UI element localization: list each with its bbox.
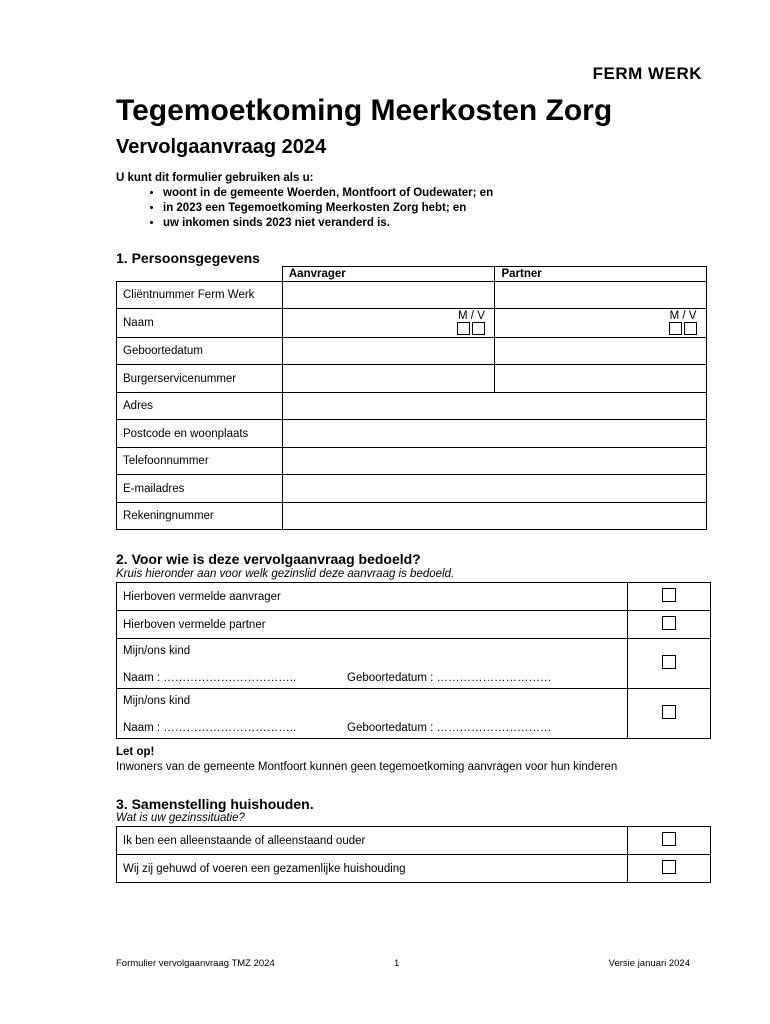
kind-dob-field[interactable]: Geboortedatum : ………………………… bbox=[347, 672, 552, 684]
alleenstaand-checkbox[interactable] bbox=[662, 832, 676, 846]
option-label: Wij zij gehuwd of voeren een gezamenlijke huishouding bbox=[117, 855, 628, 883]
row-label: Telefoonnummer bbox=[117, 448, 283, 475]
gender-v-checkbox[interactable] bbox=[684, 322, 697, 335]
table-corner bbox=[117, 267, 283, 282]
bsn-applicant-field[interactable] bbox=[282, 365, 495, 393]
page-subtitle: Vervolgaanvraag 2024 bbox=[116, 136, 327, 158]
kind-dob-field[interactable]: Geboortedatum : ………………………… bbox=[347, 722, 552, 734]
rekeningnummer-field[interactable] bbox=[282, 503, 706, 530]
option-label: Hierboven vermelde partner bbox=[117, 611, 628, 639]
geboortedatum-applicant-field[interactable] bbox=[282, 338, 495, 365]
page-title: Tegemoetkoming Meerkosten Zorg bbox=[116, 94, 613, 127]
huishouden-table bbox=[116, 826, 711, 883]
kind-label: Mijn/ons kind bbox=[123, 695, 191, 707]
gezinslid-table bbox=[116, 582, 711, 739]
gender-label: M / V bbox=[458, 310, 485, 322]
row-label: Geboortedatum bbox=[117, 338, 283, 365]
clientnummer-applicant-field[interactable] bbox=[282, 282, 495, 309]
gender-m-checkbox[interactable] bbox=[669, 322, 682, 335]
aanvrager-checkbox[interactable] bbox=[662, 588, 676, 602]
naam-partner-field[interactable] bbox=[495, 309, 707, 338]
footer-version: Versie januari 2024 bbox=[608, 958, 690, 969]
persoonsgegevens-table bbox=[116, 266, 707, 530]
row-label: Burgerservicenummer bbox=[117, 365, 283, 393]
partner-checkbox[interactable] bbox=[662, 616, 676, 630]
kind1-checkbox[interactable] bbox=[662, 655, 676, 669]
naam-applicant-field[interactable] bbox=[282, 309, 495, 338]
intro-bullet: • in 2023 een Tegemoetkoming Meerkosten Zorg hebt; en bbox=[163, 201, 676, 216]
section2-subheading: Kruis hieronder aan voor welk gezinslid deze aanvraag is bedoeld. bbox=[116, 568, 455, 580]
intro-bullet: • woont in de gemeente Woerden, Montfoort of Oudewater; en bbox=[163, 186, 676, 201]
kind-cell bbox=[117, 639, 628, 689]
intro-list bbox=[116, 186, 676, 231]
section2-heading: 2. Voor wie is deze vervolgaanvraag bedoeld? bbox=[116, 551, 421, 567]
option-label: Hierboven vermelde aanvrager bbox=[117, 583, 628, 611]
intro bbox=[116, 171, 676, 231]
gender-v-checkbox[interactable] bbox=[472, 322, 485, 335]
telefoon-field[interactable] bbox=[282, 448, 706, 475]
gehuwd-checkbox[interactable] bbox=[662, 860, 676, 874]
geboortedatum-partner-field[interactable] bbox=[495, 338, 707, 365]
letop-text: Inwoners van de gemeente Montfoort kunnen geen tegemoetkoming aanvragen voor hun kinderen bbox=[116, 761, 618, 773]
letop-note bbox=[116, 745, 617, 775]
section1-heading: 1. Persoonsgegevens bbox=[116, 250, 260, 266]
gender-selector bbox=[456, 310, 486, 338]
kind-name-field[interactable]: Naam : …………………………….. bbox=[123, 722, 297, 734]
footer-page-number: 1 bbox=[394, 958, 400, 969]
option-label: Ik ben een alleenstaande of alleenstaand ouder bbox=[117, 827, 628, 855]
col-applicant: Aanvrager bbox=[282, 267, 495, 282]
email-field[interactable] bbox=[282, 475, 706, 503]
row-label: Naam bbox=[117, 309, 283, 338]
postcode-woonplaats-field[interactable] bbox=[282, 420, 706, 448]
kind-cell bbox=[117, 689, 628, 739]
row-label: Rekeningnummer bbox=[117, 503, 283, 530]
row-label: Postcode en woonplaats bbox=[117, 420, 283, 448]
col-partner: Partner bbox=[495, 267, 707, 282]
gender-m-checkbox[interactable] bbox=[457, 322, 470, 335]
brand-logo: FERM WERK bbox=[592, 64, 702, 83]
adres-field[interactable] bbox=[282, 393, 706, 420]
intro-bullet: • uw inkomen sinds 2023 niet veranderd is. bbox=[163, 216, 676, 231]
gender-label: M / V bbox=[669, 310, 697, 322]
clientnummer-partner-field[interactable] bbox=[495, 282, 707, 309]
bsn-partner-field[interactable] bbox=[495, 365, 707, 393]
section3-heading: 3. Samenstelling huishouden. bbox=[116, 796, 314, 812]
kind-label: Mijn/ons kind bbox=[123, 645, 191, 657]
section3-subheading: Wat is uw gezinssituatie? bbox=[116, 812, 245, 824]
letop-title: Let op! bbox=[116, 746, 155, 758]
intro-lead: U kunt dit formulier gebruiken als u: bbox=[116, 172, 314, 184]
row-label: Cliëntnummer Ferm Werk bbox=[117, 282, 283, 309]
row-label: E-mailadres bbox=[117, 475, 283, 503]
kind2-checkbox[interactable] bbox=[662, 705, 676, 719]
kind-name-field[interactable]: Naam : …………………………….. bbox=[123, 672, 297, 684]
footer-form-name: Formulier vervolgaanvraag TMZ 2024 bbox=[116, 958, 275, 969]
row-label: Adres bbox=[117, 393, 283, 420]
gender-selector bbox=[668, 310, 698, 338]
